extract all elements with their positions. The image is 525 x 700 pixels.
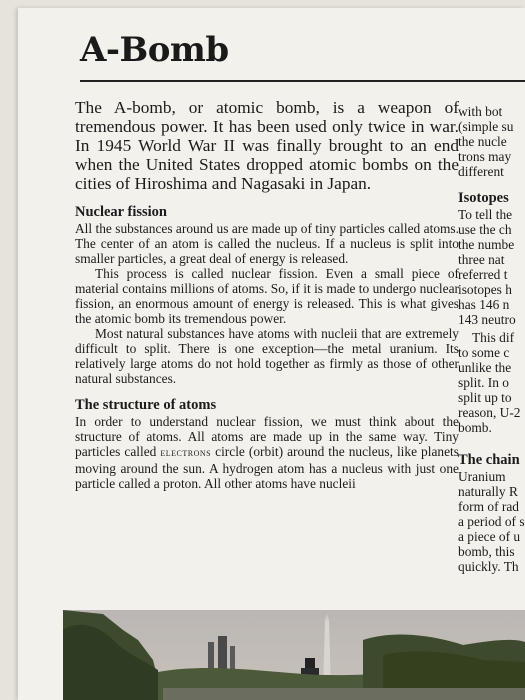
right-line: split up to bbox=[458, 390, 512, 405]
right-group-1 bbox=[458, 104, 525, 179]
right-line: To tell the bbox=[458, 207, 513, 222]
title-rule bbox=[80, 80, 525, 82]
right-line: bomb, this bbox=[458, 544, 515, 559]
right-line: with bot bbox=[458, 104, 503, 119]
structure-text-start: In order to understand nuclear fission, we must think about the structure of atoms. All atoms are made up in the same way. Tiny particles called bbox=[75, 414, 459, 459]
right-line: a period of s bbox=[458, 514, 525, 529]
right-line: form of rad bbox=[458, 499, 519, 514]
right-line: different bbox=[458, 164, 504, 179]
main-column bbox=[75, 98, 459, 491]
book-page bbox=[18, 8, 525, 700]
right-column-cropped bbox=[458, 104, 525, 574]
right-line: quickly. Th bbox=[458, 559, 519, 574]
right-line: referred t bbox=[458, 267, 508, 282]
structure-paragraph bbox=[75, 414, 459, 491]
structure-text-end: circle (orbit) around the nucleus, like planets moving around the sun. A hydrogen atom has a nucleus with just one particle called a proton. All other atoms have nucleii bbox=[75, 444, 459, 491]
section-heading-structure-of-atoms: The structure of atoms bbox=[75, 397, 217, 413]
right-line: Uranium bbox=[458, 469, 506, 484]
section-heading-isotopes: Isotopes bbox=[458, 190, 509, 206]
fission-paragraph-2: This process is called nuclear fission. Even a small piece of material contains millions of atoms. So, if it is made to undergo nuclear fission, an enormous amount of energy is released. This is what gives the atomic bomb its tremendous power. bbox=[75, 266, 459, 326]
right-line: unlike the bbox=[458, 360, 512, 375]
photo-illustration bbox=[63, 600, 525, 700]
right-line: This dif bbox=[472, 330, 515, 345]
right-line: split. In o bbox=[458, 375, 509, 390]
right-line: 143 neutro bbox=[458, 312, 516, 327]
page-title: A-Bomb bbox=[80, 30, 229, 70]
right-line: to some c bbox=[458, 345, 510, 360]
section-heading-nuclear-fission: Nuclear fission bbox=[75, 204, 167, 220]
fission-paragraph-3: Most natural substances have atoms with nucleii that are extremely difficult to split. There is one exception—the metal uranium. Its relatively large atoms do not hold together as firmly as those of other natural substances. bbox=[75, 326, 459, 386]
right-line: the numbe bbox=[458, 237, 515, 252]
right-group-3 bbox=[458, 330, 525, 435]
right-line: a piece of u bbox=[458, 529, 521, 544]
fission-paragraph-1: All the substances around us are made up of tiny particles called atoms. The center of an atom is called the nucleus. If a nucleus is split into smaller particles, a great deal of energy is released. bbox=[75, 221, 459, 266]
right-group-4 bbox=[458, 469, 525, 574]
right-line: naturally R bbox=[458, 484, 518, 499]
intro-paragraph: The A-bomb, or atomic bomb, is a weapon of tremendous power. It has been used only twice in war. In 1945 World War II was finally brought to an end when the United States dropped atomic bombs on the cities of Hiroshima and Nagasaki in Japan. bbox=[75, 98, 459, 193]
right-line: bomb. bbox=[458, 420, 492, 435]
right-line: trons may bbox=[458, 149, 512, 164]
washington-mall-photo bbox=[63, 600, 525, 700]
right-line: has 146 n bbox=[458, 297, 510, 312]
right-line: reason, U-2 bbox=[458, 405, 521, 420]
right-line: the nucle bbox=[458, 134, 507, 149]
term-electrons: electrons bbox=[160, 447, 212, 459]
right-group-2 bbox=[458, 207, 525, 327]
right-line: isotopes h bbox=[458, 282, 512, 297]
right-line: (simple su bbox=[458, 119, 514, 134]
right-line: use the ch bbox=[458, 222, 512, 237]
right-line: three nat bbox=[458, 252, 505, 267]
section-heading-chain: The chain bbox=[458, 452, 520, 468]
